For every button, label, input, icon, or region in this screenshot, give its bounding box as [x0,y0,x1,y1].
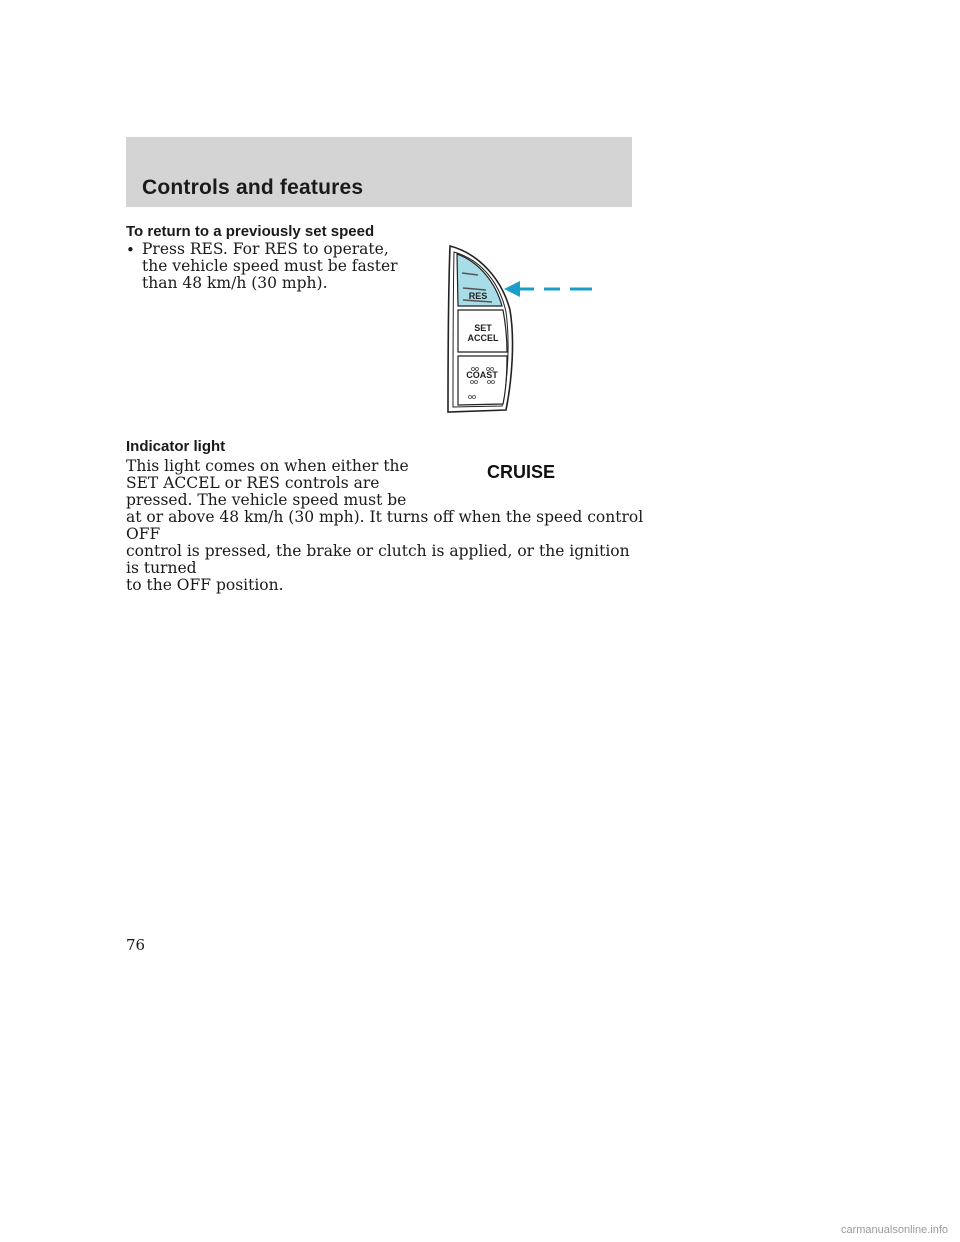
paragraph-line: This light comes on when either the [126,457,409,475]
section-heading-indicator-light: Indicator light [126,438,226,455]
paragraph-line: at or above 48 km/h (30 mph). It turns off when the speed control OFF [126,508,644,543]
page-number: 76 [126,936,146,954]
pointer-arrow-icon [504,281,592,297]
bullet-line: Press RES. For RES to operate, [142,240,389,258]
speed-control-switch-illustration [440,240,610,416]
watermark: carmanualsonline.info [840,1224,948,1236]
paragraph-line: pressed. The vehicle speed must be [126,491,407,509]
section-heading-return-speed: To return to a previously set speed [126,223,375,240]
paragraph-line: control is pressed, the brake or clutch is applied, or the ignition is turned [126,542,630,577]
bullet-line: the vehicle speed must be faster [142,257,398,275]
bullet-line: than 48 km/h (30 mph). [142,274,328,292]
indicator-paragraph-full [126,509,646,594]
accel-button-label: ACCEL [467,333,499,343]
coast-button-label: COAST [466,370,498,380]
paragraph-line: to the OFF position. [126,576,284,594]
bullet-icon: • [126,241,135,259]
indicator-paragraph-wrapped [126,458,426,509]
set-button-label: SET [474,323,492,333]
cruise-indicator-label: CRUISE [486,462,555,482]
bullet-text [142,241,402,292]
coast-button-shape [458,356,507,405]
page-title: Controls and features [142,176,364,199]
paragraph-line: SET ACCEL or RES controls are [126,474,380,492]
res-button-label: RES [468,291,488,301]
